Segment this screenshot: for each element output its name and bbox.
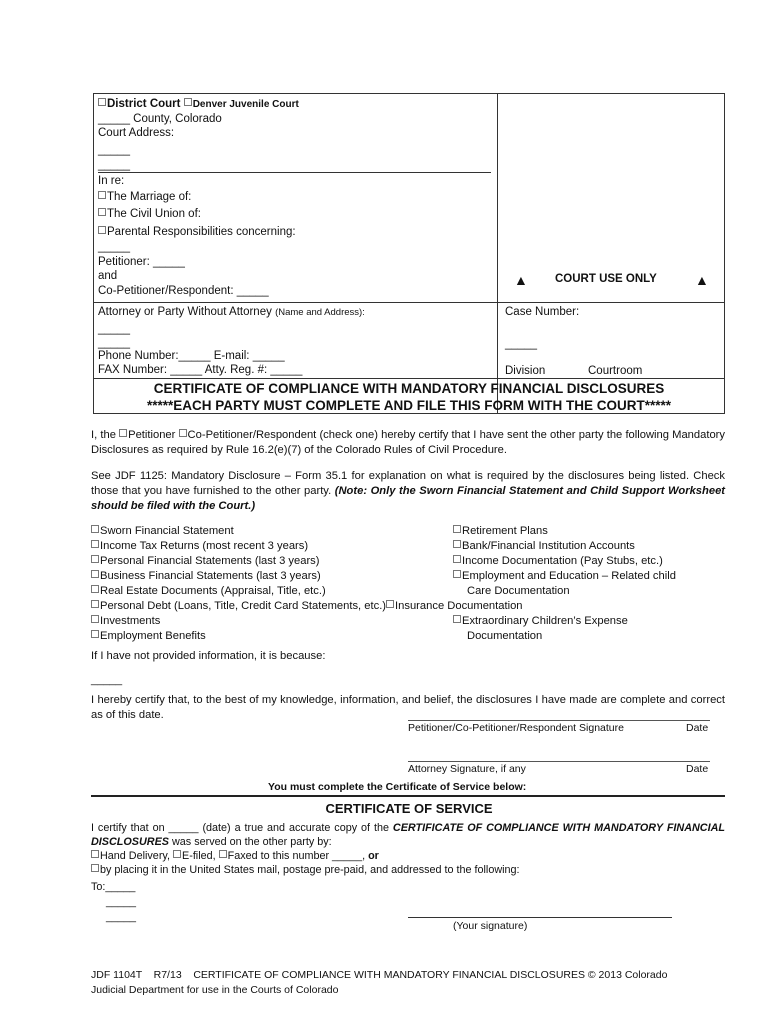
- faxed-checkbox[interactable]: [219, 850, 227, 858]
- to-blank-1: _____: [106, 896, 137, 908]
- form-title: CERTIFICATE OF COMPLIANCE WITH MANDATORY FINANCIAL DISCLOSURES: [153, 381, 665, 396]
- footer-line-2: Judicial Department for use in the Courts of Colorado: [91, 984, 339, 996]
- disclosure-checkbox[interactable]: [91, 585, 99, 593]
- mail-checkbox[interactable]: [91, 864, 99, 872]
- disclosure-checkbox[interactable]: [453, 615, 461, 623]
- division-label: Division: [505, 365, 546, 377]
- disclosure-checkbox[interactable]: [91, 555, 99, 563]
- not-provided-label: If I have not provided information, it is because:: [91, 650, 326, 662]
- signature-line-party[interactable]: [408, 720, 710, 721]
- list-item-continued: Care Documentation: [467, 585, 570, 597]
- mail-method: by placing it in the United States mail, postage pre-paid, and addressed to the following:: [91, 863, 520, 877]
- insurance-checkbox[interactable]: [386, 600, 394, 608]
- in-re-label: In re:: [98, 175, 125, 187]
- address-blank-1: _____: [98, 144, 130, 156]
- list-item: Retirement Plans: [453, 524, 676, 539]
- petitioner-line: Petitioner: _____: [98, 256, 185, 268]
- disclosure-checkbox[interactable]: [91, 570, 99, 578]
- footer-line-1: JDF 1104T R7/13 CERTIFICATE OF COMPLIANCE WITH MANDATORY FINANCIAL DISCLOSURES © 2013 Colorado: [91, 969, 668, 981]
- court-selection: District Court Denver Juvenile Court: [98, 97, 299, 112]
- county-line: _____ County, Colorado: [98, 113, 222, 125]
- to-line: To:_____: [91, 881, 136, 893]
- disclosure-checkbox[interactable]: [91, 525, 99, 533]
- parental-checkbox[interactable]: [98, 226, 106, 234]
- list-item: Personal Debt (Loans, Title, Credit Card Statements, etc.) Insurance Documentation: [91, 599, 523, 614]
- disclosure-checkbox[interactable]: [453, 555, 461, 563]
- list-item: Income Documentation (Pay Stubs, etc.): [453, 554, 676, 569]
- disclosure-checkbox[interactable]: [91, 630, 99, 638]
- copetitioner-checkbox[interactable]: [179, 429, 187, 437]
- date-label-attorney: Date: [686, 763, 709, 775]
- see-jdf-paragraph: See JDF 1125: Mandatory Disclosure – Form 35.1 for explanation on what is required by the disclosures being listed. Check those that you have furnished to the other party. (Note: Only the Sworn Financial Statement and Child Support Worksheet should be filed with the Court.): [91, 470, 726, 512]
- caption-rule: [98, 172, 491, 173]
- signature-label-attorney: Attorney Signature, if any: [408, 763, 526, 775]
- disclosure-checkbox[interactable]: [453, 540, 461, 548]
- signature-line-attorney[interactable]: [408, 761, 710, 762]
- disclosure-checkbox[interactable]: [91, 615, 99, 623]
- disclosure-checkbox[interactable]: [91, 540, 99, 548]
- marriage-option: The Marriage of:: [98, 190, 191, 205]
- triangle-right-icon: ▲: [695, 272, 709, 288]
- your-signature-line[interactable]: [408, 917, 672, 918]
- list-item: Income Tax Returns (most recent 3 years): [91, 539, 523, 554]
- must-complete-note: You must complete the Certificate of Service below:: [268, 781, 527, 793]
- courtroom-label: Courtroom: [588, 365, 643, 377]
- attorney-label: Attorney or Party Without Attorney (Name and Address):: [98, 306, 365, 318]
- case-number-label: Case Number:: [505, 306, 580, 318]
- list-item: Extraordinary Children’s Expense: [453, 614, 676, 629]
- list-item: Personal Financial Statements (last 3 years): [91, 554, 523, 569]
- civil-union-checkbox[interactable]: [98, 208, 106, 216]
- efiled-checkbox[interactable]: [173, 850, 181, 858]
- and-label: and: [98, 270, 118, 282]
- list-item-continued: Documentation: [467, 630, 543, 642]
- list-item: Sworn Financial Statement: [91, 524, 523, 539]
- parental-option: Parental Responsibilities concerning:: [98, 225, 296, 240]
- petitioner-checkbox[interactable]: [119, 429, 127, 437]
- list-item: Investments: [91, 614, 523, 629]
- address-blank-2: _____: [98, 159, 130, 171]
- court-address-label: Court Address:: [98, 127, 175, 139]
- parties-blank: _____: [98, 241, 130, 253]
- disclosure-checkbox[interactable]: [91, 600, 99, 608]
- hereby-paragraph: I hereby certify that, to the best of my knowledge, information, and belief, the disclosures I have made are complete and correct as of this date.: [91, 694, 725, 721]
- service-paragraph: I certify that on _____ (date) a true and accurate copy of the CERTIFICATE OF COMPLIANCE WITH MANDATORY FINANCIAL DISCLOSURES was served on the other party by:: [91, 822, 725, 849]
- to-blank-2: _____: [106, 911, 137, 923]
- your-signature-label: (Your signature): [453, 920, 528, 932]
- fax-line: FAX Number: _____ Atty. Reg. #: _____: [98, 364, 303, 376]
- list-item: Bank/Financial Institution Accounts: [453, 539, 676, 554]
- caption-divider: [497, 93, 498, 414]
- triangle-left-icon: ▲: [514, 272, 528, 288]
- hand-delivery-checkbox[interactable]: [91, 850, 99, 858]
- list-item: Real Estate Documents (Appraisal, Title, etc.): [91, 584, 523, 599]
- caption-rule-attorney: [93, 302, 725, 303]
- attorney-blank-2: _____: [98, 337, 130, 349]
- list-item: Employment Benefits: [91, 629, 523, 644]
- form-subtitle: *****EACH PARTY MUST COMPLETE AND FILE THIS FORM WITH THE COURT*****: [146, 398, 672, 413]
- phone-line: Phone Number:_____ E-mail: _____: [98, 350, 285, 362]
- service-methods: Hand Delivery, E-filed, Faxed to this number _____, or: [91, 849, 379, 863]
- list-item: Business Financial Statements (last 3 years): [91, 569, 523, 584]
- court-use-only: COURT USE ONLY: [555, 273, 657, 285]
- copetitioner-line: Co-Petitioner/Respondent: _____: [98, 285, 269, 297]
- attorney-blank-1: _____: [98, 323, 130, 335]
- list-item: Employment and Education – Related child: [453, 569, 676, 584]
- not-provided-blank: _____: [91, 674, 123, 686]
- certify-paragraph: I, the Petitioner Co-Petitioner/Respondent (check one) hereby certify that I have sent the other party the following Mandatory Disclosures as required by Rule 16.2(e)(7) of the Colorado Rules of Civil Procedure.: [91, 429, 725, 456]
- marriage-checkbox[interactable]: [98, 191, 106, 199]
- service-title: CERTIFICATE OF SERVICE: [325, 801, 493, 816]
- date-label-party: Date: [686, 722, 709, 734]
- signature-label-party: Petitioner/Co-Petitioner/Respondent Signature: [408, 722, 624, 734]
- disclosure-checkbox[interactable]: [453, 525, 461, 533]
- civil-union-option: The Civil Union of:: [98, 207, 201, 222]
- disclosure-list-right: [453, 524, 676, 644]
- list-spacer: [453, 599, 676, 614]
- district-court-checkbox[interactable]: [98, 98, 106, 106]
- disclosure-checkbox[interactable]: [453, 570, 461, 578]
- case-number-blank: _____: [505, 338, 537, 350]
- section-divider: [91, 795, 725, 797]
- juvenile-court-checkbox[interactable]: [184, 98, 192, 106]
